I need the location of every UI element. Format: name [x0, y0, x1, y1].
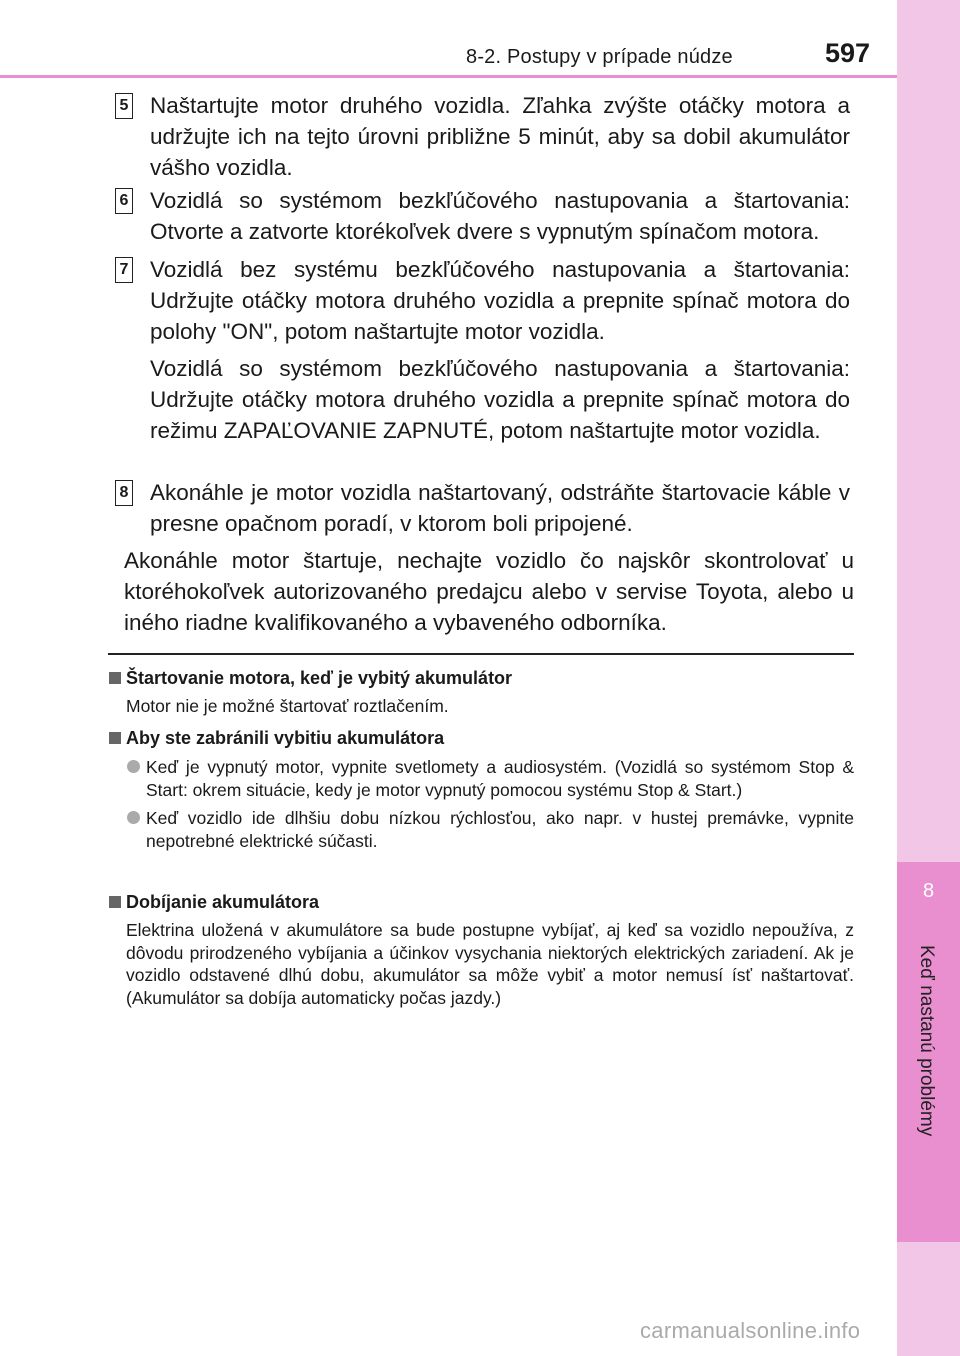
step-8 [115, 477, 850, 539]
section-divider [108, 653, 854, 655]
header-section-title: 8-2. Postupy v prípade núdze [466, 46, 733, 68]
note-heading: Dobíjanie akumulátora [109, 890, 854, 914]
closing-note: Akonáhle motor štartuje, nechajte vozidlo čo najskôr skontrolovať u ktoréhokoľvek autorizovaného predajcu alebo v servise Toyota, alebo u iného riadne kvalifikovaného a vybaveného odborníka. [124, 548, 854, 635]
square-bullet-icon [109, 672, 121, 684]
note-section-prevent [109, 726, 854, 852]
watermark: carmanualsonline.info [640, 1318, 861, 1343]
step-number-badge: 8 [115, 480, 133, 506]
step-text: Vozidlá bez systému bezkľúčového nastupovania a štartovania: Udržujte otáčky motora druhého vozidla a prepnite spínač motora do polohy "ON", potom naštartujte motor vozidla. [150, 257, 850, 344]
step-7 [115, 254, 850, 446]
header-divider [0, 75, 897, 78]
page-number: 597 [825, 38, 871, 68]
circle-bullet-icon [127, 811, 140, 824]
step-text: Vozidlá so systémom bezkľúčového nastupovania a štartovania: Otvorte a zatvorte ktorékoľvek dvere s vypnutým spínačom motora. [150, 188, 850, 244]
note-body: Elektrina uložená v akumulátore sa bude postupne vybíjať, aj keď sa vozidlo nepoužíva, z dôvodu prirodzeného vybíjania a účinkov vysychania niektorých elektrických zariadení. Ak je vozidlo odstavené dlhú dobu, akumulátor sa môže vybiť a motor nemusí ísť naštartovať. (Akumulátor sa dobíja automaticky počas jazdy.) [126, 920, 854, 1008]
square-bullet-icon [109, 896, 121, 908]
note-heading: Aby ste zabránili vybitiu akumulátora [109, 726, 854, 750]
note-section-charging [109, 890, 854, 1009]
note-section-start [109, 666, 854, 718]
step-6 [115, 185, 850, 247]
step-text-alternate: Vozidlá so systémom bezkľúčového nastupovania a štartovania: Udržujte otáčky motora druhého vozidla a prepnite spínač motora do režimu ZAPAĽOVANIE ZAPNUTÉ, potom naštartujte motor vozidla. [150, 356, 850, 443]
step-text: Akonáhle je motor vozidla naštartovaný, odstráňte štartovacie káble v presne opačnom poradí, v ktorom boli pripojené. [150, 480, 850, 536]
step-text: Naštartujte motor druhého vozidla. Zľahka zvýšte otáčky motora a udržujte ich na tejto úrovni približne 5 minút, aby sa dobil akumulátor vášho vozidla. [150, 93, 850, 180]
chapter-tab-number: 8 [922, 880, 935, 902]
note-bullet: Keď vozidlo ide dlhšiu dobu nízkou rýchlosťou, ako napr. v hustej premávke, vypnite nepotrebné elektrické súčasti. [126, 807, 854, 852]
note-body: Motor nie je možné štartovať roztlačením. [126, 696, 449, 716]
chapter-tab-label: Keď nastanú problémy [916, 945, 937, 1137]
note-bullet: Keď je vypnutý motor, vypnite svetlomety a audiosystém. (Vozidlá so systémom Stop & Start: okrem situácie, kedy je motor vypnutý pomocou systému Stop & Start.) [126, 756, 854, 801]
step-number-badge: 7 [115, 257, 133, 283]
note-heading: Štartovanie motora, keď je vybitý akumulátor [109, 666, 854, 690]
circle-bullet-icon [127, 760, 140, 773]
step-number-badge: 6 [115, 188, 133, 214]
step-5 [115, 90, 850, 183]
step-number-badge: 5 [115, 93, 133, 119]
square-bullet-icon [109, 732, 121, 744]
